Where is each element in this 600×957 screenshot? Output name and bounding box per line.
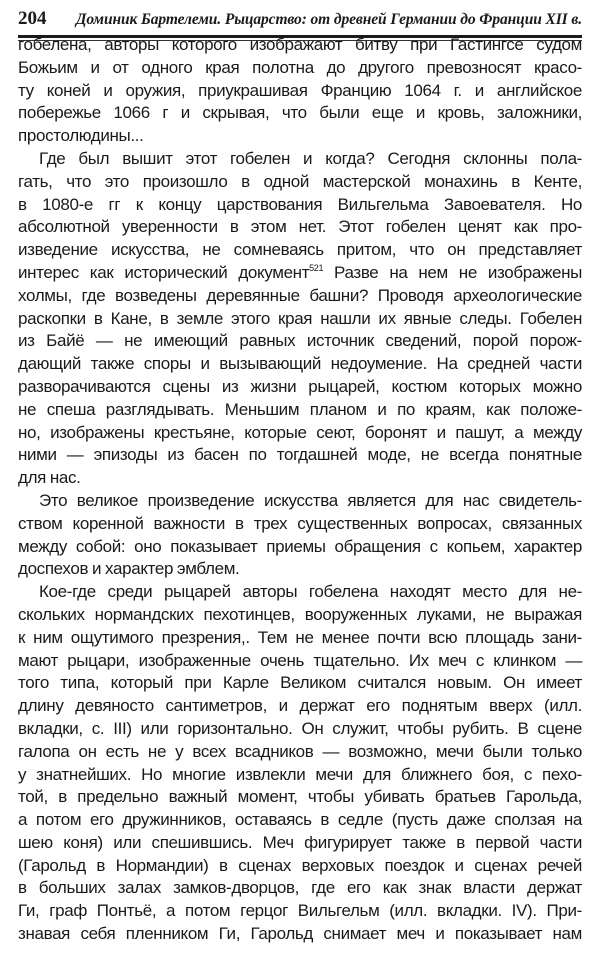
text-line: побережье 1066 г и скрывая, что были еще и кровь, заложники,	[18, 103, 582, 123]
text-line: не спеша разглядывать. Меньшим планом и по краям, как положе-	[18, 399, 582, 419]
text-line: мают рыцари, изображенные очень тщательно. Их меч с клинком —	[18, 650, 582, 670]
text-line: Божьим и от одного края полотна до другого превозносят красо-	[18, 57, 582, 77]
text-line: Это великое произведение искусства является для нас свидетель-	[39, 490, 582, 510]
text-line: ту коней и оружия, приукрашивая Францию 1064 г. и английское	[18, 80, 582, 100]
text-line	[18, 262, 582, 285]
text-line: в больших залах замков-дворцов, где его как знак власти держат	[18, 878, 582, 898]
body-text	[18, 34, 582, 946]
text-line: для нас.	[18, 468, 81, 488]
text-line: Где был вышит этот гобелен и когда? Сегодня склонны пола-	[39, 148, 582, 168]
text-line: гать, что это произошло в одной мастерской монахинь в Кенте,	[18, 171, 582, 191]
paragraph	[18, 490, 582, 581]
line-segment: Разве на нем не изображены	[323, 262, 582, 282]
text-line: у знатнейших. Но многие извлекли мечи для ближнего боя, с пехо-	[18, 764, 582, 784]
footnote-ref[interactable]: 521	[309, 262, 324, 273]
running-title: Доминик Бартелеми. Рыцарство: от древней Германии до Франции XII в.	[75, 11, 582, 28]
text-line: скольких нормандских пехотинцев, вооруженных луками, не выражая	[18, 604, 582, 624]
paragraph	[18, 581, 582, 946]
text-line: (Гарольд в Нормандии) в сценах верховых поездок и сценах речей	[18, 855, 582, 875]
text-line: ством коренной важности в трех существенных вопросах, связанных	[18, 513, 582, 533]
text-line: к ним ощутимого презрения,. Тем не менее почти всю площадь зани-	[18, 627, 582, 647]
text-line: изведение искусства, не сомневаясь притом, что он представляет	[18, 240, 582, 260]
page-number: 204	[18, 8, 47, 29]
text-line: того типа, который при Карле Великом считался новым. Он имеет	[18, 673, 582, 693]
text-line: а потом его дружинников, оставаясь в седле (пусть даже сползая на	[18, 810, 582, 830]
text-line: абсолютной уверенности в этом нет. Этот гобелен ценят как про-	[18, 217, 582, 237]
text-line: между собой: оно показывает приемы обращения с копьем, характер	[18, 536, 582, 556]
text-line: вкладки, с. III) или горизонтально. Он служит, чтобы рубить. В сцене	[18, 718, 582, 738]
text-line: раскопки в Кане, в земле этого края нашли их явные следы. Гобелен	[18, 308, 582, 328]
text-line: из Байё — не имеющий равных источник сведений, порой порож-	[18, 331, 582, 351]
text-line: шею коня) или спешившись. Меч фигурирует также в первой части	[18, 832, 582, 852]
text-line: Кое-где среди рыцарей авторы гобелена находят место для не-	[39, 582, 582, 602]
text-line: дающий также споры и вызывающий недоумение. На средней части	[18, 354, 582, 374]
text-line: разворачиваются сцены из жизни рыцарей, костюм которых можно	[18, 376, 582, 396]
text-line: галопа он есть не у всех всадников — возможно, мечи были только	[18, 741, 582, 761]
text-line: длину девяносто сантиметров, и держат его поднятым вверх (илл.	[18, 696, 582, 716]
text-line: той, в предельно важный момент, чтобы убивать братьев Гарольда,	[18, 787, 582, 807]
paragraph	[18, 34, 582, 148]
text-line: но, изображены крестьяне, которые сеют, боронят и пашут, а между	[18, 422, 582, 442]
running-header	[18, 8, 582, 32]
text-line: простолюдины...	[18, 126, 144, 146]
text-line: знавая себя пленником Ги, Гарольд снимает меч и показывает нам	[18, 924, 582, 944]
text-line: Ги, граф Понтьё, а потом герцог Вильгельм (илл. вкладки. IV). При-	[18, 901, 582, 921]
text-line: доспехов и характер эмблем.	[18, 559, 240, 579]
text-line: в 1080-е гг к концу царствования Вильгельма Завоевателя. Но	[18, 194, 582, 214]
text-line: ними — эпизоды из басен по тогдашней моде, не всегда понятные	[18, 445, 582, 465]
text-line: гобелена, авторы которого изображают битву при Гастингсе судом	[18, 35, 582, 54]
line-segment: интерес как исторический документ	[18, 262, 310, 282]
text-line: холмы, где возведены деревянные башни? Проводя археологические	[18, 285, 582, 305]
paragraph	[18, 148, 582, 490]
